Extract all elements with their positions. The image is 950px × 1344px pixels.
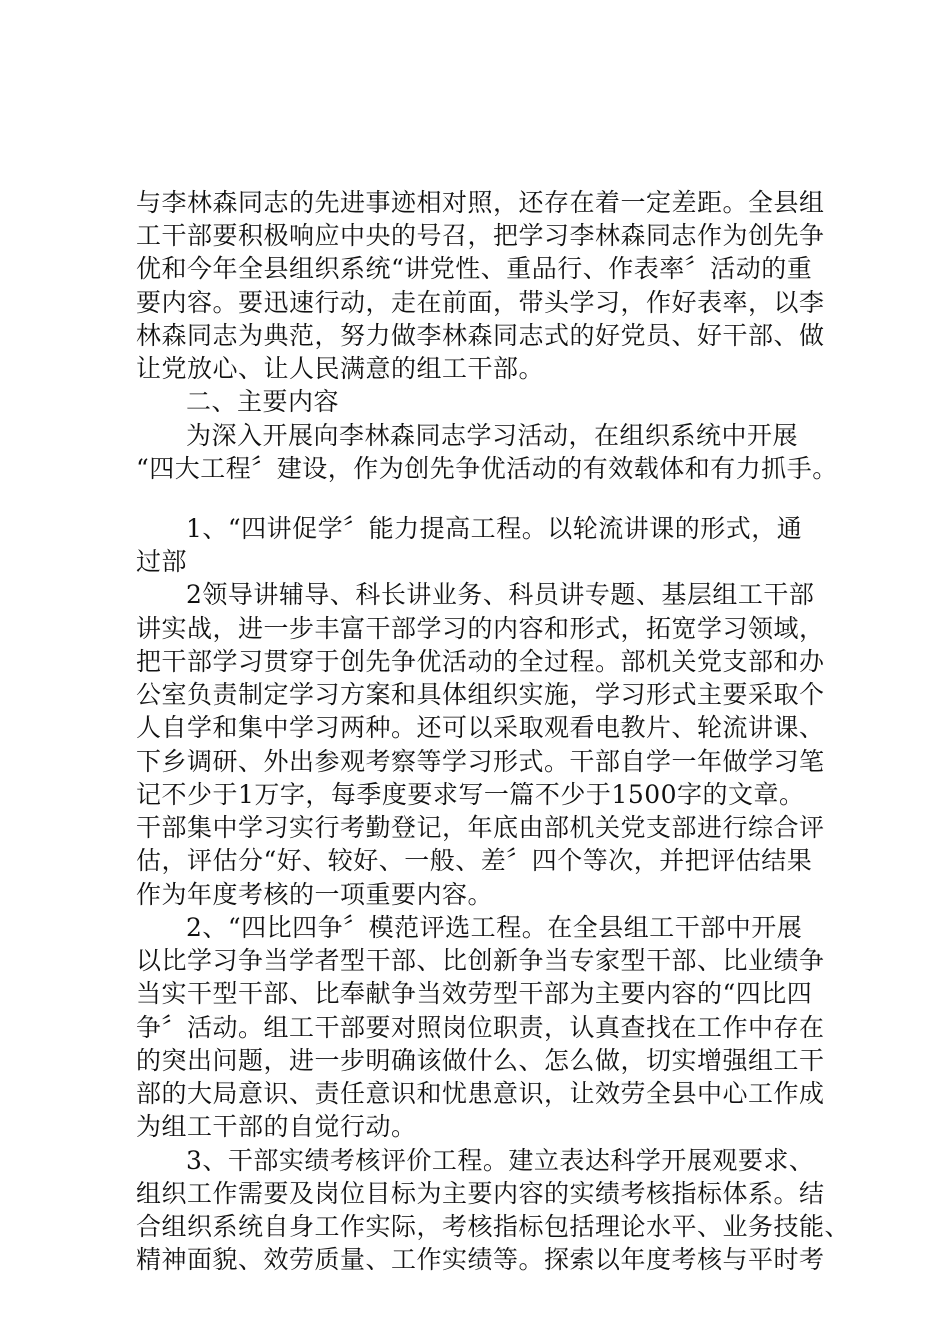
paragraph-line: 要内容。要迅速行动，走在前面，带头学习，作好表率，以李: [136, 288, 825, 317]
paragraph-line: 为深入开展向李林森同志学习活动，在组织系统中开展: [186, 421, 799, 450]
paragraph-line: 下乡调研、外出参观考察等学习形式。干部自学一年做学习笔: [136, 747, 825, 776]
paragraph-line: 部的大局意识、责任意识和忧患意识，让效劳全县中心工作成: [136, 1079, 825, 1108]
paragraph-line: 作为年度考核的一项重要内容。: [136, 880, 494, 909]
paragraph-line: 合组织系统自身工作实际，考核指标包括理论水平、业务技能、: [136, 1212, 851, 1241]
paragraph-line: 以比学习争当学者型干部、比创新争当专家型干部、比业绩争: [136, 946, 825, 975]
paragraph-line: 2领导讲辅导、科长讲业务、科员讲专题、基层组工干部: [186, 580, 815, 609]
paragraph-line: 记不少于1万字，每季度要求写一篇不少于1500字的文章。: [136, 780, 805, 809]
paragraph-line: 林森同志为典范，努力做李林森同志式的好党员、好干部、做: [136, 321, 825, 350]
paragraph-line: 估，评估分“好、较好、一般、差〞四个等次，并把评估结果: [136, 846, 813, 875]
paragraph-line: 当实干型干部、比奉献争当效劳型干部为主要内容的“四比四: [136, 979, 813, 1008]
paragraph-line: 优和今年全县组织系统“讲党性、重品行、作表率〞活动的重: [136, 254, 813, 283]
paragraph-line: 工干部要积极响应中央的号召，把学习李林森同志作为创先争: [136, 221, 825, 250]
paragraph-line: 讲实战，进一步丰富干部学习的内容和形式，拓宽学习领域，: [136, 614, 825, 643]
paragraph-line: 为组工干部的自觉行动。: [136, 1112, 417, 1141]
paragraph-line: 公室负责制定学习方案和具体组织实施，学习形式主要采取个: [136, 680, 825, 709]
paragraph-line: “四大工程〞建设，作为创先争优活动的有效载体和有力抓手。: [136, 454, 838, 483]
paragraph-line: 1、“四讲促学〞能力提高工程。以轮流讲课的形式，通: [186, 514, 803, 543]
paragraph-line: 干部集中学习实行考勤登记，年底由部机关党支部进行综合评: [136, 813, 825, 842]
paragraph-line: 与李林森同志的先进事迹相对照，还存在着一定差距。全县组: [136, 188, 825, 217]
paragraph-line: 过部: [136, 547, 188, 576]
paragraph-line: 的突出问题，进一步明确该做什么、怎么做，切实增强组工干: [136, 1046, 825, 1075]
paragraph-line: 争〞活动。组工干部要对照岗位职责，认真查找在工作中存在: [136, 1013, 825, 1042]
section-heading: 二、主要内容: [186, 387, 340, 416]
paragraph-line: 2、“四比四争〞模范评选工程。在全县组工干部中开展: [186, 913, 803, 942]
paragraph-line: 精神面貌、效劳质量、工作实绩等。探索以年度考核与平时考: [136, 1245, 825, 1274]
paragraph-line: 把干部学习贯穿于创先争优活动的全过程。部机关党支部和办: [136, 647, 825, 676]
paragraph-line: 3、干部实绩考核评价工程。建立表达科学开展观要求、: [186, 1146, 815, 1175]
paragraph-line: 人自学和集中学习两种。还可以采取观看电教片、轮流讲课、: [136, 713, 825, 742]
paragraph-line: 组织工作需要及岗位目标为主要内容的实绩考核指标体系。结: [136, 1179, 825, 1208]
paragraph-line: 让党放心、让人民满意的组工干部。: [136, 354, 545, 383]
